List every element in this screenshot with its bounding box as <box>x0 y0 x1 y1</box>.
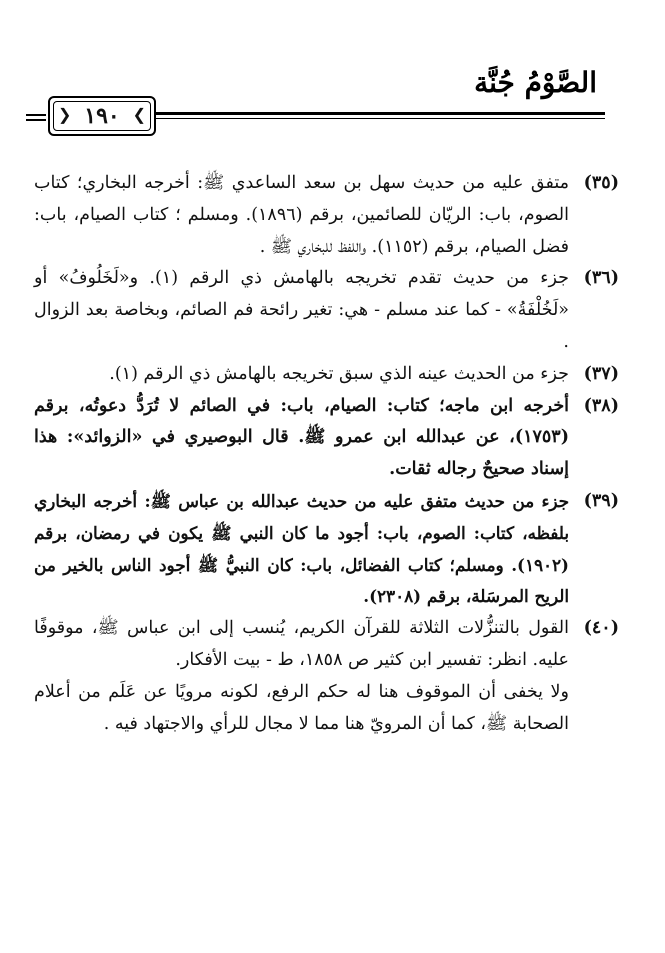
ornament-right-icon: ❯ <box>132 105 146 124</box>
note-37 <box>34 359 619 391</box>
note-text: جزء من حديث تقدم تخريجه بالهامش ذي الرقم (١). و«لَخَلُوفُ» أو «لَخُلْفَةُ» - كما عند مسلم - هي: تغير رائحة فم الصائم، وبخاصة بعد الزوال . <box>34 268 569 352</box>
note-text: جزء من الحديث عينه الذي سبق تخريجه بالهامش ذي الرقم (١). <box>109 363 569 384</box>
note-36 <box>34 263 619 358</box>
page-number-frame <box>48 96 156 136</box>
note-40 <box>34 613 619 677</box>
note-number: (٣٥) <box>583 173 619 193</box>
running-title: الصَّوْمُ جُنَّة <box>474 66 597 99</box>
note-40-continuation: ولا يخفى أن الموقوف هنا له حكم الرفع، لكونه مرويًا عن عَلَم من أعلام الصحابة ﷺ، كما أن المرويّ هنا مما لا مجال للرأي والاجتهاد فيه . <box>34 681 569 734</box>
page-number: ١٩٠ <box>84 103 120 129</box>
header-rule-short <box>26 114 46 121</box>
ornament-left-icon: ❮ <box>58 105 72 124</box>
note-text: القول بالتنزُّلات الثلاثة للقرآن الكريم، يُنسب إلى ابن عباس ﷺ، موقوفًا عليه. انظر: تفسير ابن كثير ص ١٨٥٨، ط - بيت الأفكار. <box>34 618 569 670</box>
note-number: (٣٧) <box>583 363 619 384</box>
footnotes <box>34 168 619 740</box>
note-number: (٣٩) <box>583 490 619 511</box>
note-number: (٤٠) <box>583 618 619 639</box>
note-number: (٣٨) <box>583 395 619 416</box>
note-35 <box>34 168 619 263</box>
note-text: متفق عليه من حديث سهل بن سعد الساعدي ﷺ: أخرجه البخاري؛ كتاب الصوم، باب: الريّان للصائمين، برقم (١٨٩٦). ومسلم ؛ كتاب الصيام، باب: فضل الصيام، برقم (١١٥٢). واللفظ للبخاري ﷺ . <box>34 173 569 257</box>
note-39 <box>34 486 619 613</box>
note-text: أخرجه ابن ماجه؛ كتاب: الصيام، باب: في الصائم لا تُرَدُّ دعوتُه، برقم (١٧٥٣)، عن عبدالله ابن عمرو ﷺ. قال البوصيري في «الزوائد»: هذا إسناد صحيحٌ رجاله ثقات. <box>34 395 569 480</box>
header-rule <box>110 112 605 124</box>
note-38 <box>34 391 619 486</box>
note-text: جزء من حديث متفق عليه من حديث عبدالله بن عباس ﷺ: أخرجه البخاري بلفظه، كتاب: الصوم، باب: أجود ما كان النبي ﷺ يكون في رمضان، برقم (١٩٠٢). ومسلم؛ كتاب الفضائل، باب: كان النبيُّ ﷺ أجود الناس بالخير من الريح المرسَلة، برقم (٢٣٠٨). <box>34 490 569 607</box>
note-number: (٣٦) <box>583 268 619 289</box>
